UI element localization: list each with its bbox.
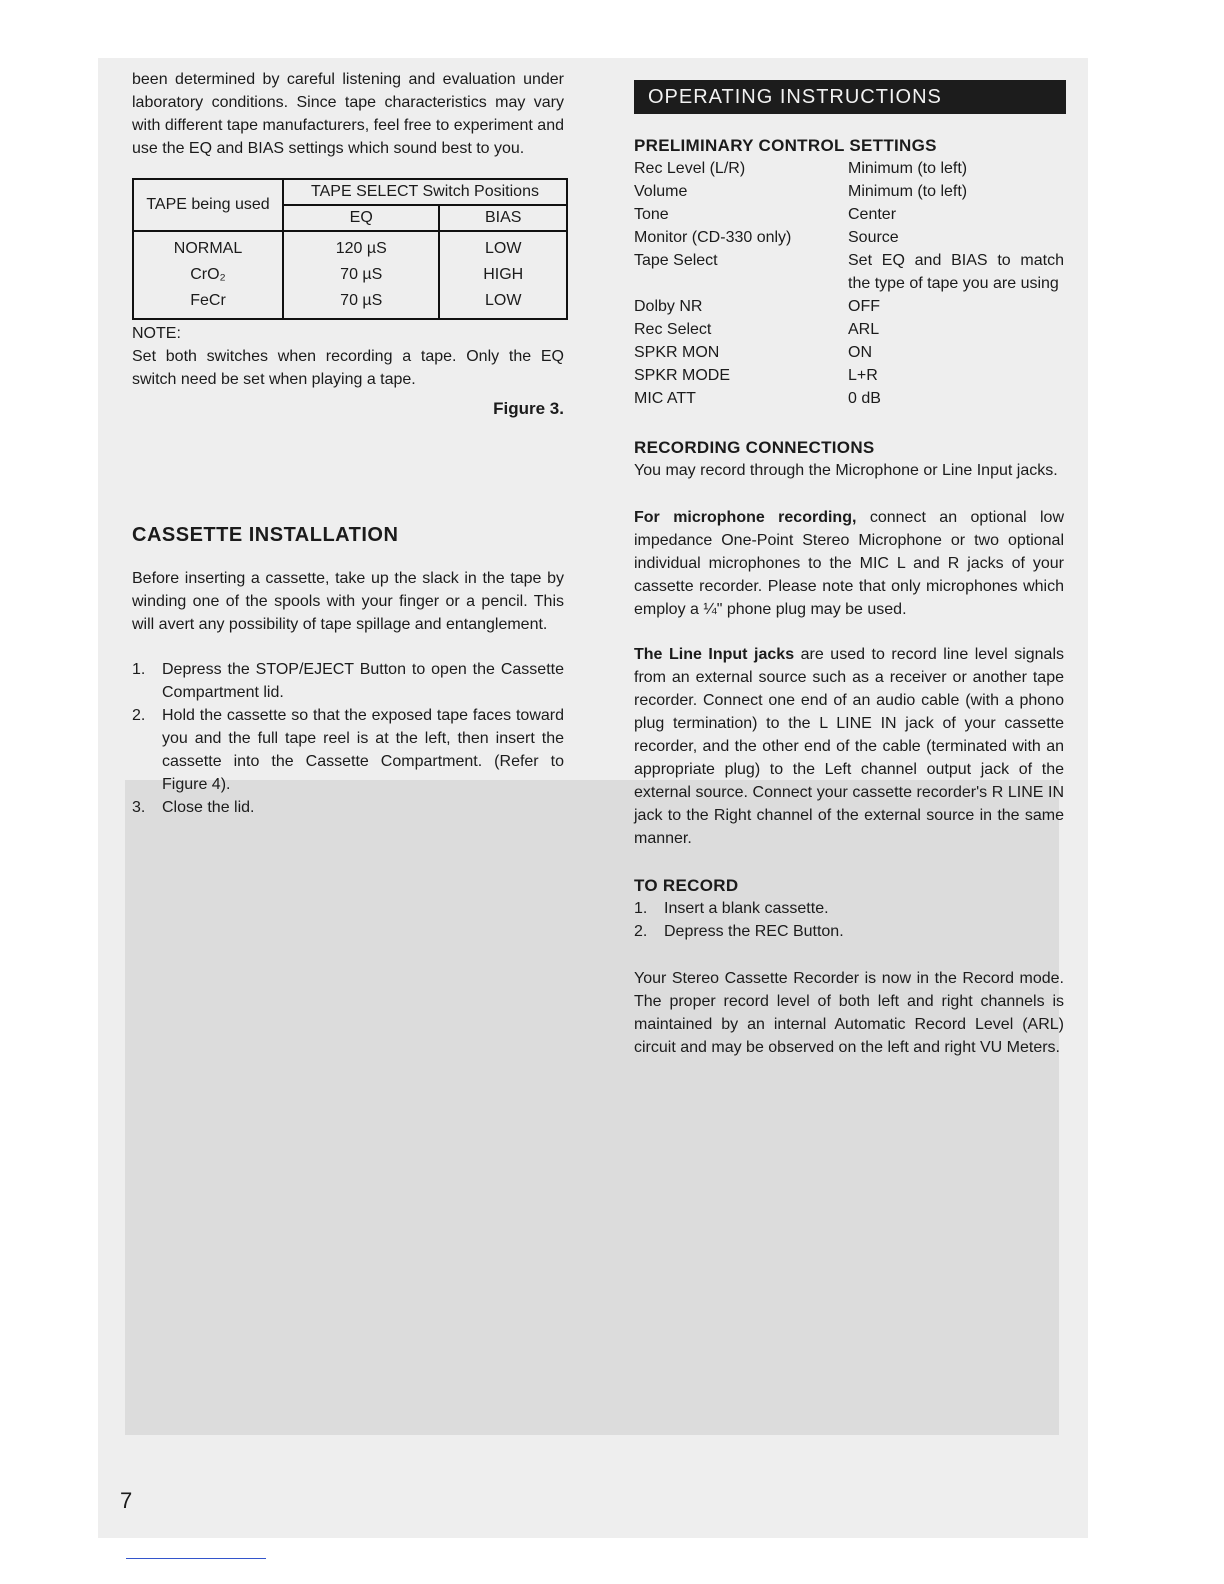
step-number: 1.	[634, 900, 648, 917]
record-steps	[634, 897, 1064, 943]
line-text: are used to record line level signals from an external source such as a receiver or another tape recorder. Connect one end of an audio cable (with a phono plug termination) to the L LINE IN jack of your cassette recorder, and the other end of the cable (terminated with an appropriate plug) to the Left channel output jack of the external source. Connect your cassette recorder's R LINE IN jack to the Right channel of the external source in the same manner.	[634, 646, 1064, 847]
mic-paragraph	[634, 506, 1064, 621]
setting-name: Dolby NR	[634, 298, 703, 315]
to-record-heading: TO RECORD	[634, 876, 739, 895]
left-column	[132, 68, 564, 819]
setting-value: 0 dB	[848, 390, 881, 407]
step-number: 1.	[132, 661, 146, 678]
setting-name: MIC ATT	[634, 390, 696, 407]
step-number: 3.	[132, 799, 146, 816]
recording-connections-text: You may record through the Microphone or Line Input jacks.	[634, 462, 1058, 479]
setting-value: Center	[848, 206, 897, 223]
select-header: TAPE SELECT Switch Positions	[283, 179, 567, 205]
line-lead: The Line Input jacks	[634, 646, 795, 663]
mic-lead: For microphone recording,	[634, 509, 857, 526]
install-heading: CASSETTE INSTALLATION	[132, 524, 399, 546]
setting-value: ON	[848, 344, 872, 361]
install-steps	[132, 658, 564, 819]
install-paragraph: Before inserting a cassette, take up the slack in the tape by winding one of the spools with your finger or a pencil. This will avert any possibility of tape spillage and entanglement.	[132, 570, 564, 633]
step-text: Depress the STOP/EJECT Button to open the Cassette Compartment lid.	[162, 661, 564, 701]
setting-name: SPKR MON	[634, 344, 720, 361]
tape-types-cell: NORMAL CrO₂ FeCr	[133, 231, 283, 319]
step-text: Hold the cassette so that the exposed tape faces toward you and the full tape reel is at the left, then insert the cassette into the Cassette Compartment. (Refer to Figure 4).	[162, 707, 564, 793]
operating-instructions-banner: OPERATING INSTRUCTIONS	[634, 80, 1066, 114]
bottom-rule	[126, 1558, 266, 1559]
intro-paragraph: been determined by careful listening and evaluation under laboratory conditions. Since tape characteristics may vary with different tape manufacturers, feel free to experiment and use the EQ and BIAS settings which sound best to you.	[132, 71, 564, 157]
setting-name: Rec Level (L/R)	[634, 160, 746, 177]
eq-header: EQ	[283, 205, 439, 231]
setting-name: Volume	[634, 183, 688, 200]
recording-connections-heading: RECORDING CONNECTIONS	[634, 438, 875, 457]
setting-name: SPKR MODE	[634, 367, 731, 384]
step-text: Close the lid.	[162, 799, 255, 816]
mic-text: connect an optional low impedance One-Point Stereo Microphone or two optional individual microphones to the MIC L and R jacks of your cassette recorder. Please note that only microphones which employ a ¼" phone plug may be used.	[634, 509, 1064, 618]
list-item	[132, 704, 564, 796]
list-item	[634, 920, 1064, 943]
setting-name: Tape Select	[634, 252, 718, 269]
setting-name: Rec Select	[634, 321, 712, 338]
record-mode-paragraph: Your Stereo Cassette Recorder is now in the Record mode. The proper record level of both left and right channels is maintained by an internal Automatic Record Level (ARL) circuit and may be observed on the left and right VU Meters.	[634, 970, 1064, 1056]
setting-name: Monitor (CD-330 only)	[634, 229, 792, 246]
eq-values-cell: 120 µS 70 µS 70 µS	[283, 231, 439, 319]
setting-value: Minimum (to left)	[848, 183, 968, 200]
setting-value: Set EQ and BIAS to match the type of tape you are using	[848, 252, 1064, 292]
step-number: 2.	[132, 707, 146, 724]
setting-value: L+R	[848, 367, 878, 384]
setting-value: Source	[848, 229, 899, 246]
setting-value: ARL	[848, 321, 880, 338]
tape-select-table	[132, 178, 568, 320]
step-number: 2.	[634, 923, 648, 940]
step-text: Depress the REC Button.	[664, 923, 844, 940]
line-input-paragraph	[634, 643, 1064, 850]
list-item	[634, 897, 1064, 920]
setting-value: Minimum (to left)	[848, 160, 968, 177]
note-label: NOTE:	[132, 325, 181, 342]
bias-values-cell: LOW HIGH LOW	[439, 231, 567, 319]
list-item	[132, 658, 564, 704]
right-column	[634, 80, 1064, 1059]
page-number: 7	[120, 1488, 133, 1513]
setting-value: OFF	[848, 298, 880, 315]
settings-list	[634, 157, 1064, 410]
note-text: Set both switches when recording a tape. Only the EQ switch need be set when playing a tape.	[132, 348, 564, 388]
prelim-heading: PRELIMINARY CONTROL SETTINGS	[634, 136, 937, 155]
setting-name: Tone	[634, 206, 669, 223]
tape-header: TAPE being used	[133, 179, 283, 231]
bias-header: BIAS	[439, 205, 567, 231]
list-item	[132, 796, 564, 819]
figure-caption: Figure 3.	[493, 399, 564, 418]
step-text: Insert a blank cassette.	[664, 900, 829, 917]
